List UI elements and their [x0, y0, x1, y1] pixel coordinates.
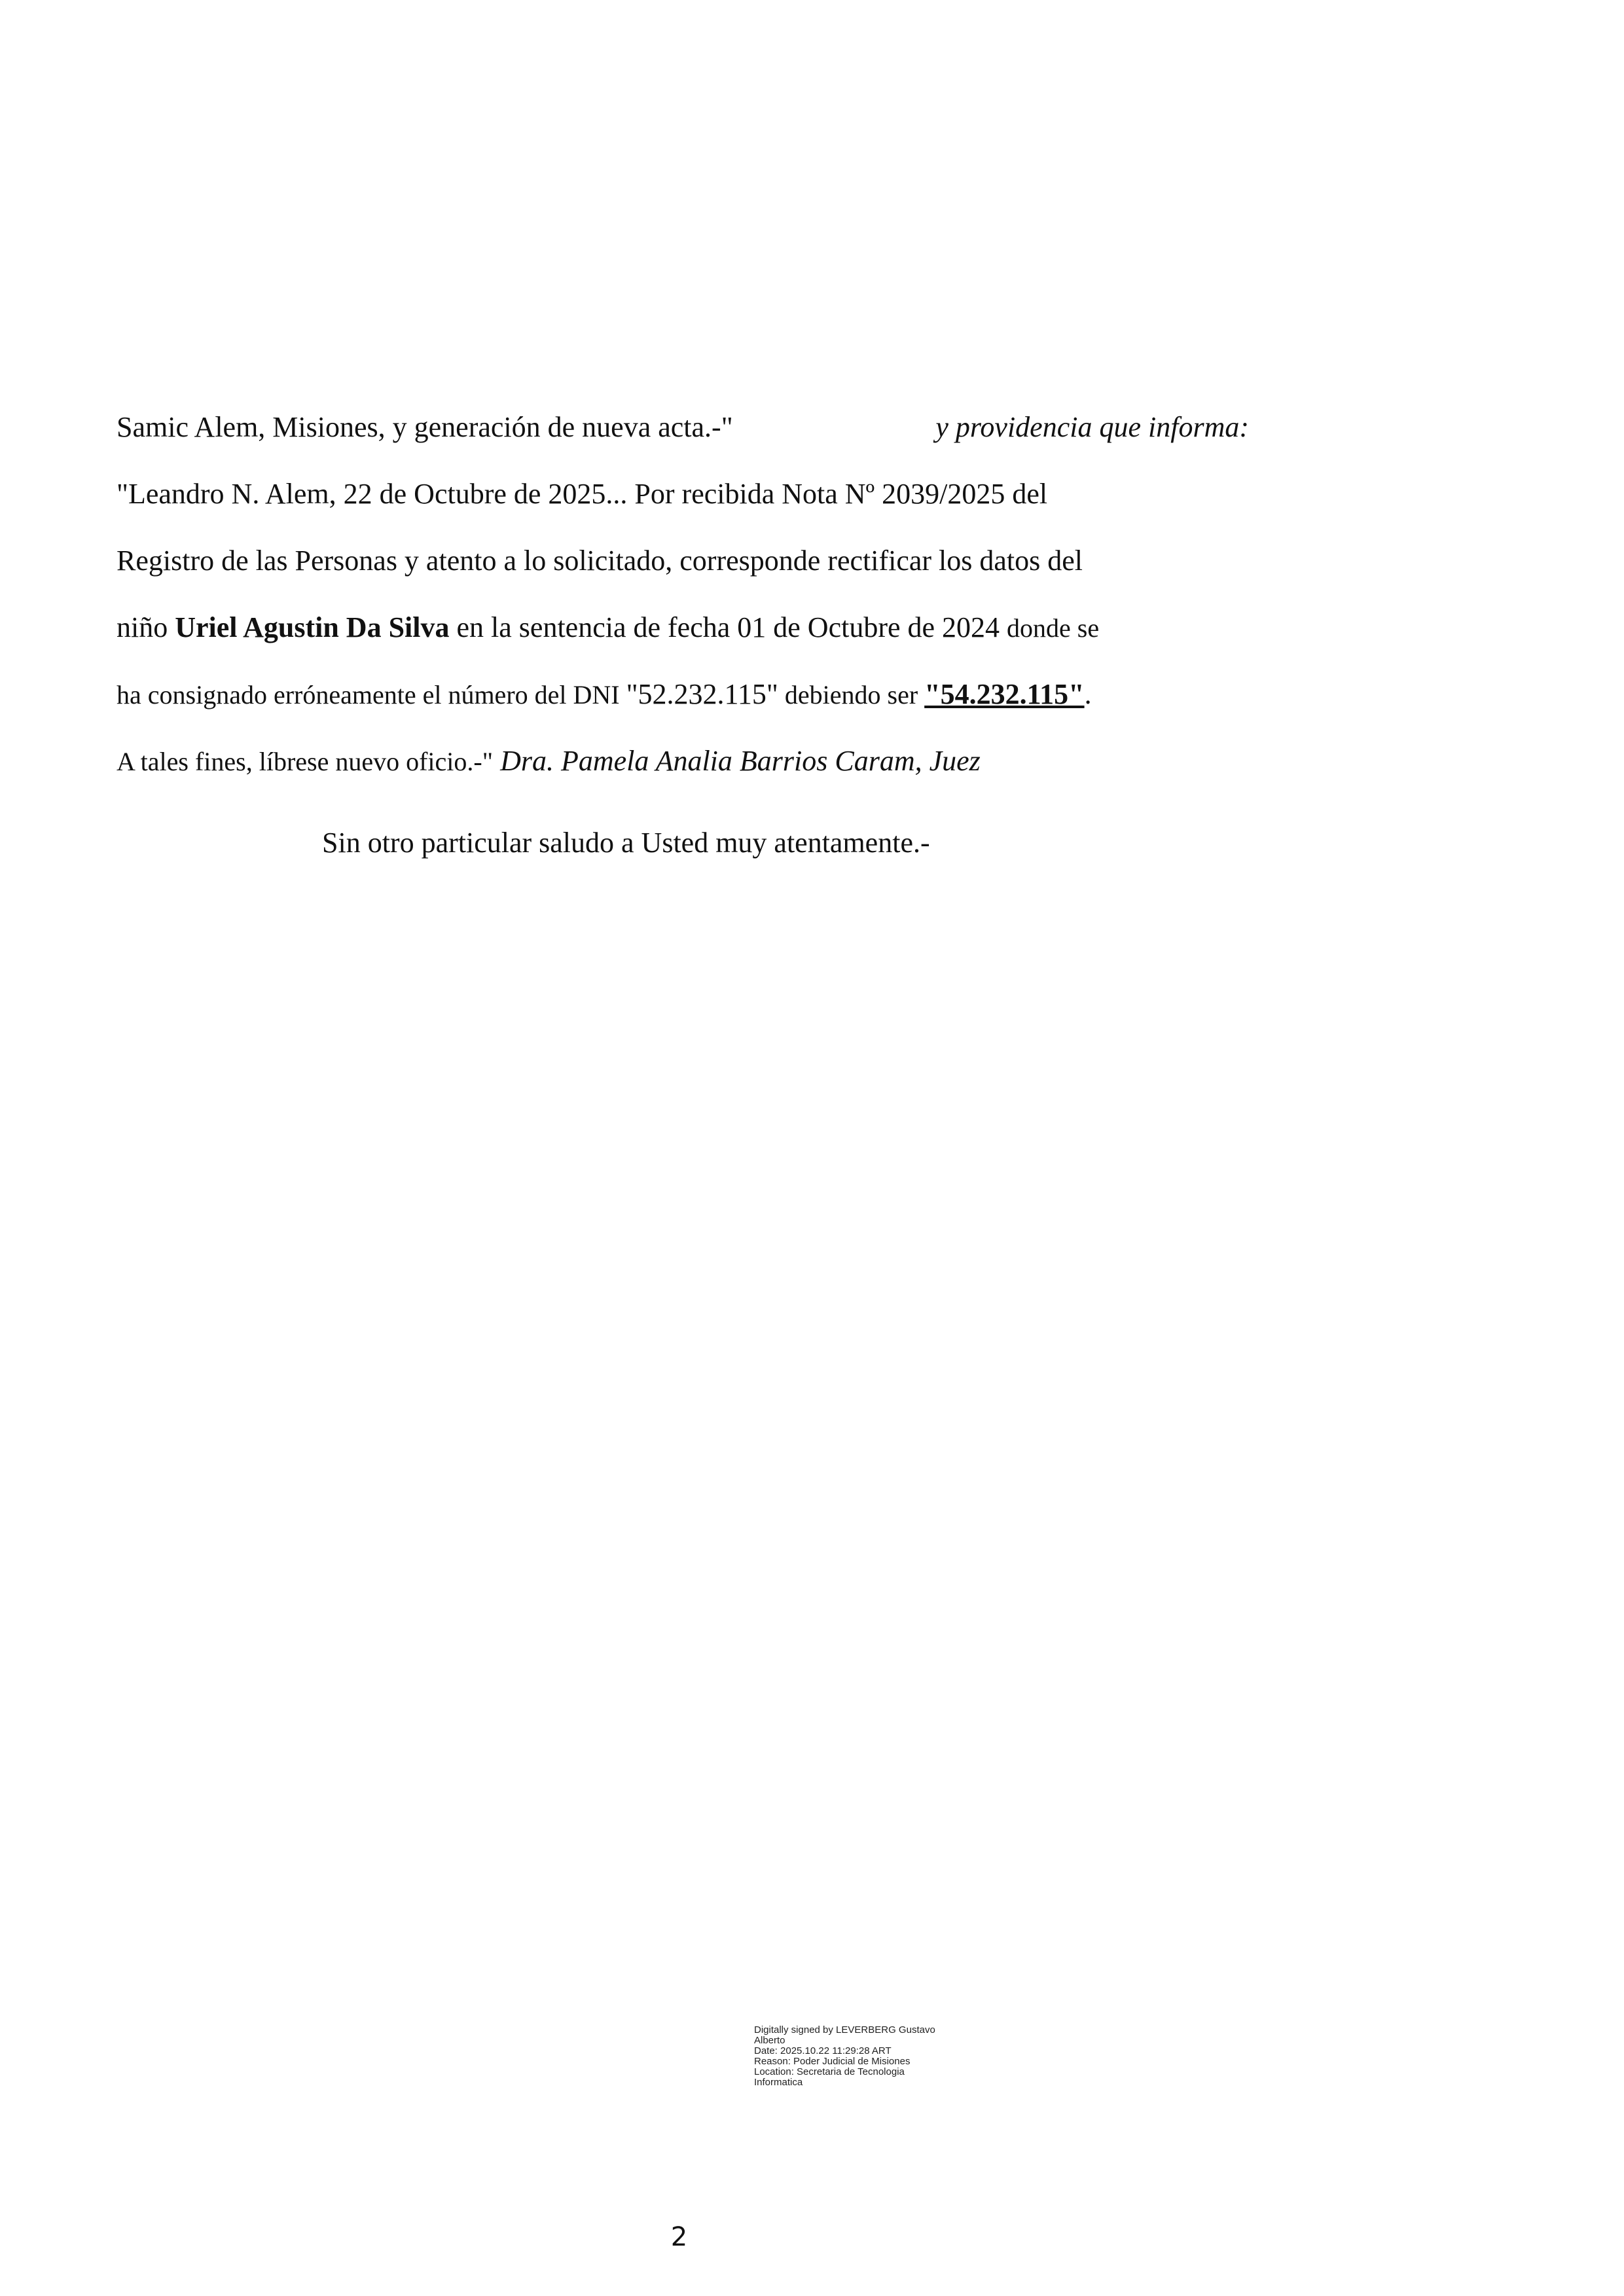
signature-line-signer: Digitally signed by LEVERBERG Gustavo [754, 2024, 935, 2036]
paragraph-line-3 [117, 528, 1249, 594]
closing-salutation: Sin otro particular saludo a Usted muy atentamente.- [322, 827, 930, 859]
signature-line-date: Date: 2025.10.22 11:29:28 ART [754, 2045, 892, 2056]
line-5-period: . [1084, 678, 1092, 710]
body-paragraph [117, 394, 1249, 795]
signature-line-location-cont: Informatica [754, 2077, 803, 2088]
line-2-text: "Leandro N. Alem, 22 de Octubre de 2025... Por recibida Nota Nº 2039/2025 del [117, 478, 1048, 510]
line-5-text-middle: debiendo ser [778, 680, 925, 709]
paragraph-line-2 [117, 461, 1249, 528]
line-4-text-end: donde se [1007, 613, 1100, 643]
line-3-text: Registro de las Personas y atento a lo solicitado, corresponde rectificar los datos del [117, 545, 1083, 577]
line-6-text: A tales fines, líbrese nuevo oficio.-" [117, 747, 494, 776]
wrong-dni-number: "52.232.115" [626, 678, 778, 710]
digital-signature-block [754, 2025, 964, 2088]
paragraph-line-4 [117, 594, 1249, 661]
line-1-italic-text: y providencia que informa: [935, 411, 1249, 443]
signature-line-location: Location: Secretaria de Tecnologia [754, 2066, 905, 2077]
page-number: 2 [670, 2222, 688, 2252]
line-4-text-start: niño [117, 611, 175, 643]
line-5-text-start: ha consignado erróneamente el número del DNI [117, 680, 626, 709]
child-name: Uriel Agustin Da Silva [175, 611, 450, 643]
paragraph-line-1 [117, 394, 1249, 461]
paragraph-line-5 [117, 661, 1249, 728]
line-4-text-middle: en la sentencia de fecha 01 de Octubre de 2024 [449, 611, 1007, 643]
correct-dni-number: "54.232.115" [924, 678, 1085, 710]
signature-line-signer-cont: Alberto [754, 2035, 785, 2046]
judge-signature-text: Dra. Pamela Analia Barrios Caram, Juez [493, 745, 981, 777]
signature-line-reason: Reason: Poder Judicial de Misiones [754, 2056, 911, 2067]
paragraph-line-6 [117, 728, 1249, 795]
line-1-text: Samic Alem, Misiones, y generación de nueva acta.-" [117, 411, 733, 443]
